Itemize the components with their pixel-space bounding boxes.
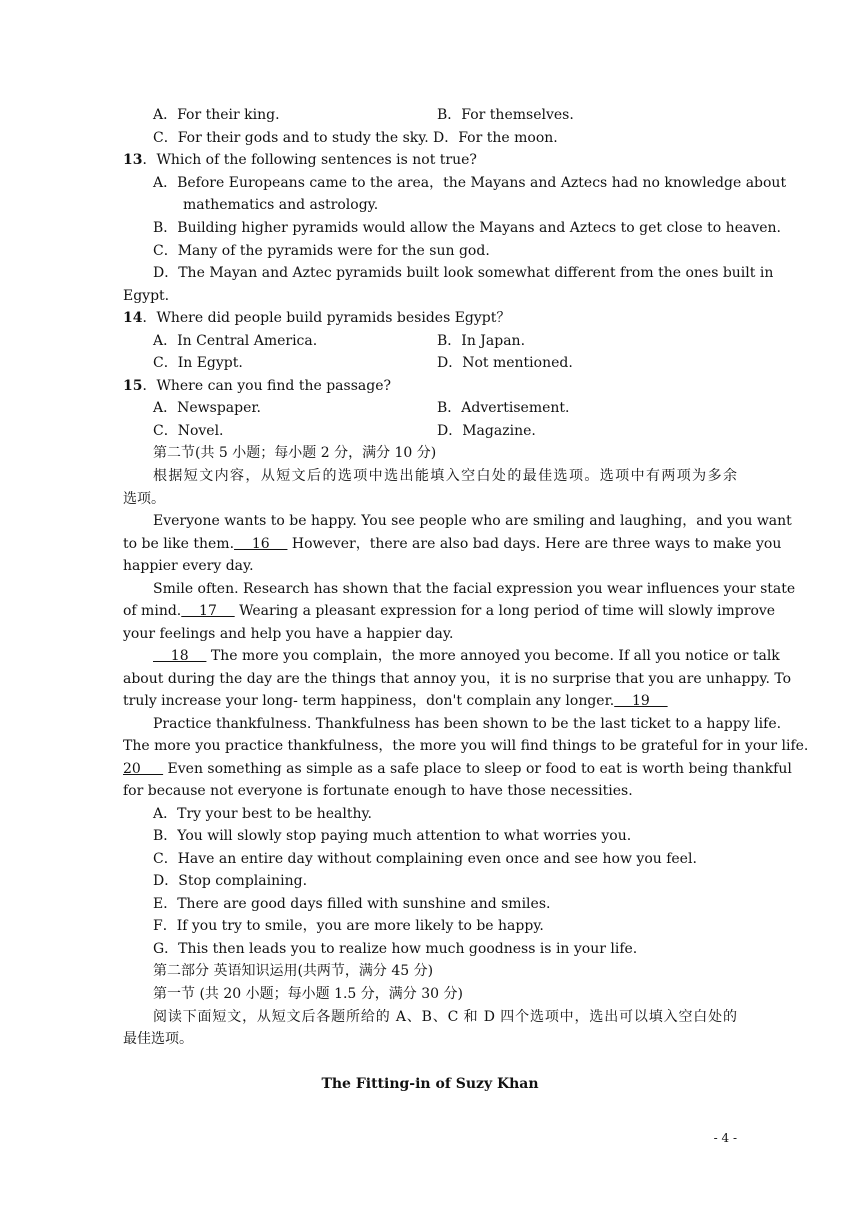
passage-p4-line1: Practice thankfulness. Thankfulness has been shown to be the last ticket to a happy life. (153, 716, 782, 732)
section2-instructions-line2: 选项。 (123, 491, 165, 507)
q13-option-b: B．Building higher pyramids would allow the Mayans and Aztecs to get close to heaven. (153, 220, 781, 236)
q13-option-d-line2: Egypt. (123, 288, 170, 304)
passage-text: truly increase your long- term happiness，don't complain any longer. (123, 693, 615, 709)
q13-option-a-line2: mathematics and astrology. (183, 197, 379, 213)
passage-p3-line3 (123, 690, 737, 713)
q13-stem (123, 149, 737, 172)
q12-option-a: A．For their king. (153, 107, 280, 123)
passage-p1-line1: Everyone wants to be happy. You see people who are smiling and laughing，and you want (153, 513, 792, 529)
option-d: D．Stop complaining. (153, 873, 308, 889)
passage-p2-line2 (123, 600, 776, 623)
q14-option-b: B．In Japan. (437, 333, 526, 349)
q15-option-b: B．Advertisement. (437, 400, 570, 416)
section2-heading: 第二节(共 5 小题；每小题 2 分，满分 10 分) (153, 445, 437, 461)
blank-16: 16 (234, 536, 288, 552)
q12-option-row-1 (153, 104, 737, 127)
q14-option-a: A．In Central America. (153, 333, 318, 349)
passage-p3-line1 (153, 645, 780, 668)
q15-option-c: C．Novel. (153, 423, 224, 439)
option-f: F．If you try to smile，you are more likely to be happy. (153, 918, 544, 934)
passage-p2-line1: Smile often. Research has shown that the facial expression you wear influences your state (153, 581, 796, 597)
q14-number: 14 (123, 310, 143, 326)
passage-p2-line3: your feelings and help you have a happier day. (123, 626, 454, 642)
q14-stem (123, 307, 737, 330)
part2-section1-heading: 第一节 (共 20 小题；每小题 1.5 分，满分 30 分) (153, 986, 463, 1002)
q13-option-d-line1: D．The Mayan and Aztec pyramids built look somewhat different from the ones built in (153, 265, 774, 281)
option-e: E．There are good days filled with sunshine and smiles. (153, 896, 551, 912)
blank-18: 18 (153, 648, 207, 664)
passage-text: Wearing a pleasant expression for a long period of time will slowly improve (234, 603, 776, 619)
section2-instructions-line1: 根据短文内容，从短文后的选项中选出能填入空白处的最佳选项。选项中有两项为多余 (153, 468, 737, 484)
q14-stem-text: ．Where did people build pyramids besides Egypt？ (142, 310, 511, 326)
q13-number: 13 (123, 152, 143, 168)
q15-option-a: A．Newspaper. (153, 400, 261, 416)
passage-p3-line2: about during the day are the things that annoy you，it is no surprise that you are unhappy. To (123, 671, 792, 687)
part2-instructions-line2: 最佳选项。 (123, 1031, 193, 1047)
passage-p4-line3 (123, 758, 792, 781)
passage-text: Even something as simple as a safe place to sleep or food to eat is worth being thankful (163, 761, 792, 777)
passage-text: of mind. (123, 603, 182, 619)
q13-option-a-line1: A．Before Europeans came to the area，the Mayans and Aztecs had no knowledge about (153, 175, 787, 191)
page-number: - 4 - (713, 1131, 737, 1145)
q12-option-row-2 (153, 127, 737, 150)
option-b: B．You will slowly stop paying much attention to what worries you. (153, 828, 632, 844)
option-c: C．Have an entire day without complaining even once and see how you feel. (153, 851, 697, 867)
story-title: The Fitting-in of Suzy Khan (321, 1076, 539, 1092)
blank-20: 20 (123, 761, 164, 777)
passage-text: However，there are also bad days. Here are three ways to make you (287, 536, 782, 552)
passage-p1-line2 (123, 533, 782, 556)
q15-option-row-1 (153, 397, 737, 420)
q15-option-d: D．Magazine. (437, 423, 536, 439)
q12-option-d: D．For the moon. (433, 130, 558, 146)
q15-number: 15 (123, 378, 143, 394)
q14-option-row-1 (153, 330, 737, 353)
part2-heading: 第二部分 英语知识运用(共两节，满分 45 分) (153, 963, 434, 979)
option-a: A．Try your best to be healthy. (153, 806, 372, 822)
blank-17: 17 (181, 603, 235, 619)
q15-stem-text: ．Where can you find the passage? (142, 378, 391, 394)
option-g: G．This then leads you to realize how much goodness is in your life. (153, 941, 638, 957)
q14-option-row-2 (153, 352, 737, 375)
q14-option-d: D．Not mentioned. (437, 355, 573, 371)
q15-option-row-2 (153, 420, 737, 443)
passage-text: to be like them. (123, 536, 235, 552)
part2-instructions-line1: 阅读下面短文，从短文后各题所给的 A、B、C 和 D 四个选项中，选出可以填入空白处的 (153, 1009, 737, 1025)
q12-option-c: C．For their gods and to study the sky. (153, 130, 429, 146)
passage-text: The more you complain，the more annoyed you become. If all you notice or talk (206, 648, 780, 664)
passage-p1-line3: happier every day. (123, 558, 254, 574)
q13-stem-text: ．Which of the following sentences is not true? (142, 152, 477, 168)
q14-option-c: C．In Egypt. (153, 355, 243, 371)
passage-p4-line2: The more you practice thankfulness，the more you will find things to be grateful for in your life. (123, 738, 809, 754)
passage-p4-line4: for because not everyone is fortunate enough to have those necessities. (123, 783, 633, 799)
blank-19: 19 (614, 693, 668, 709)
q12-option-b: B．For themselves. (437, 107, 574, 123)
q15-stem (123, 375, 737, 398)
q13-option-c: C．Many of the pyramids were for the sun god. (153, 243, 490, 259)
